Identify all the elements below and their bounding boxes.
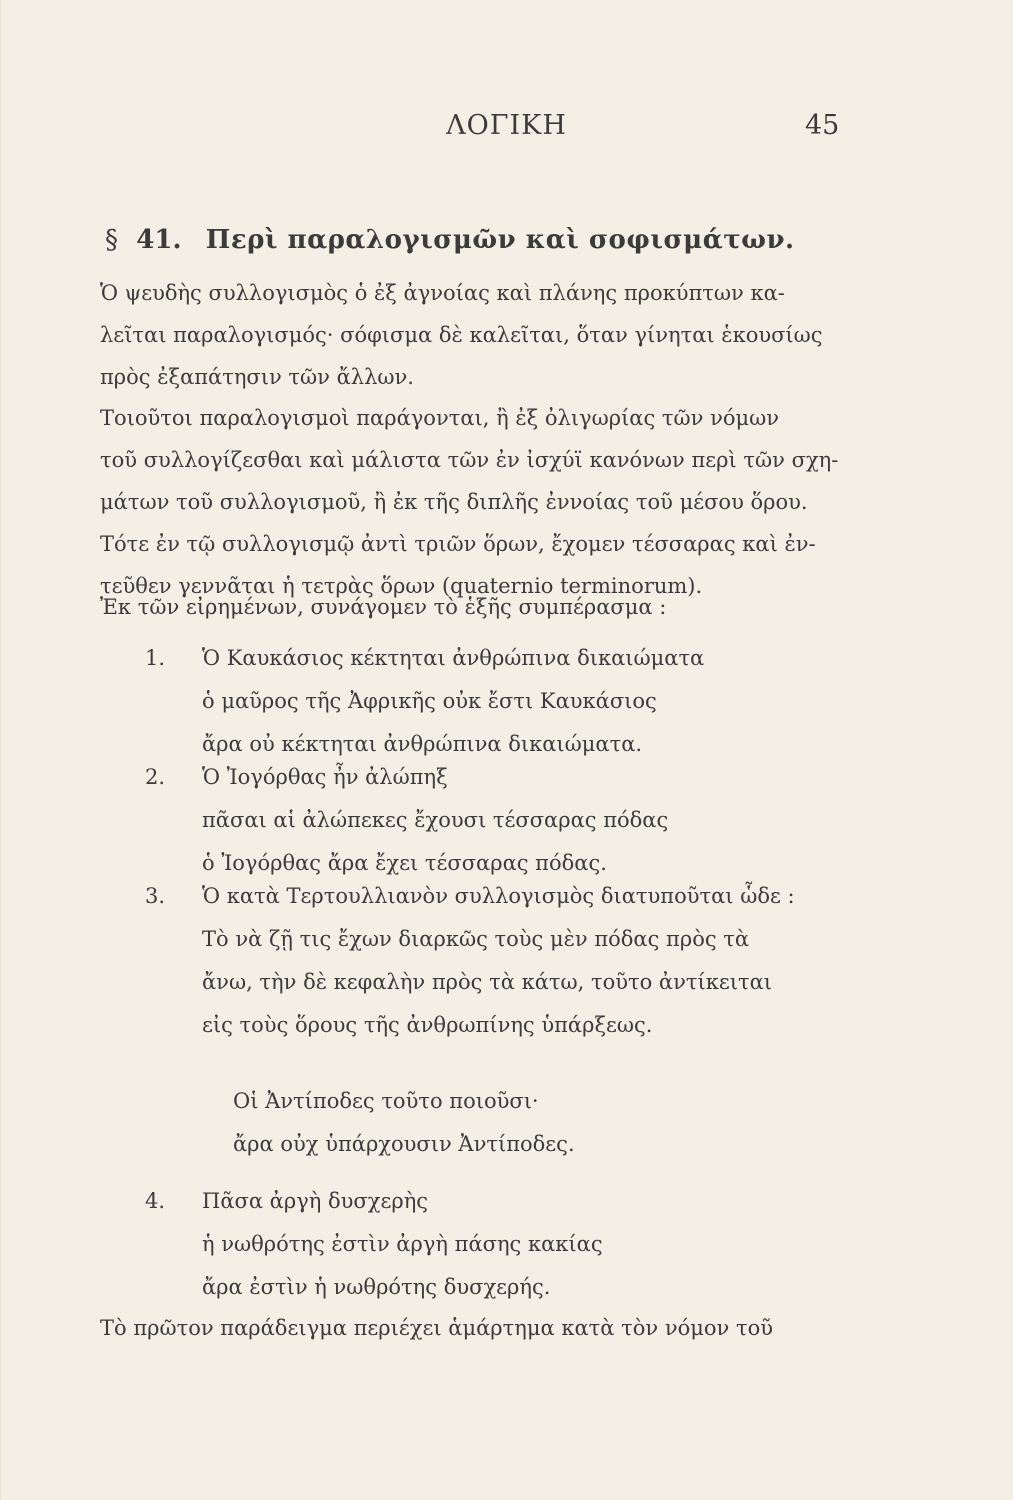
text-line: Ἐκ τῶν εἰρημένων, συνάγομεν τὸ ἑξῆς συμπέρασμα :: [100, 595, 667, 619]
premise-major: Ὁ Καυκάσιος κέκτηται ἀνθρώπινα δικαιώματα: [202, 646, 705, 670]
example-number: 2.: [145, 765, 166, 789]
example-number: 3.: [145, 884, 166, 908]
closing-line: Τὸ πρῶτον παράδειγμα περιέχει ἁμάρτημα κατὰ τὸν νόμον τοῦ: [100, 1316, 773, 1340]
page-number: 45: [805, 110, 840, 141]
text-line: Τὸ νὰ ζῇ τις ἔχων διαρκῶς τοὺς μὲν πόδας πρὸς τὰ: [202, 927, 750, 951]
premise-minor: Οἱ Ἀντίποδες τοῦτο ποιοῦσι·: [233, 1089, 539, 1113]
text-line: Τότε ἐν τῷ συλλογισμῷ ἀντὶ τριῶν ὅρων, ἔχομεν τέσσαρας καὶ ἐν-: [100, 532, 816, 556]
premise-major: Ὁ Ἰογόρθας ἦν ἀλώπηξ: [202, 765, 448, 789]
text-line: μάτων τοῦ συλλογισμοῦ, ἢ ἐκ τῆς διπλῆς ἐννοίας τοῦ μέσου ὅρου.: [100, 490, 808, 514]
page-edge: [0, 0, 1, 1500]
text-line: εἰς τοὺς ὅρους τῆς ἀνθρωπίνης ὑπάρξεως.: [202, 1013, 653, 1037]
text-line: τεῦθεν γεννᾶται ἡ τετρὰς ὅρων (quaternio terminorum).: [100, 574, 703, 598]
premise-minor: ὁ μαῦρος τῆς Ἀφρικῆς οὐκ ἔστι Καυκάσιος: [202, 689, 657, 713]
text-line: Τοιοῦτοι παραλογισμοὶ παράγονται, ἢ ἐξ ὀλιγωρίας τῶν νόμων: [100, 406, 780, 430]
premise-minor: ἡ νωθρότης ἐστὶν ἀργὴ πάσης κακίας: [202, 1232, 603, 1256]
section-symbol: §: [105, 225, 118, 255]
paragraph-definition: [100, 272, 860, 398]
premise-minor: πᾶσαι αἱ ἀλώπεκες ἔχουσι τέσσαρας πόδας: [202, 808, 669, 832]
section-title: Περὶ παραλογισμῶν καὶ σοφισμάτων.: [205, 225, 795, 255]
text-line: λεῖται παραλογισμός· σόφισμα δὲ καλεῖται, ὅταν γίνηται ἑκουσίως: [100, 323, 823, 347]
conclusion: ἄρα ἐστὶν ἡ νωθρότης δυσχερής.: [202, 1275, 551, 1299]
conclusion: ἄρα οὐχ ὑπάρχουσιν Ἀντίποδες.: [233, 1132, 575, 1156]
conclusion: ὁ Ἰογόρθας ἄρα ἔχει τέσσαρας πόδας.: [202, 851, 607, 875]
text-line: ἄνω, τὴν δὲ κεφαλὴν πρὸς τὰ κάτω, τοῦτο ἀντίκειται: [202, 970, 773, 994]
section-heading: [105, 225, 795, 255]
premise-major: Πᾶσα ἀργὴ δυσχερὴς: [202, 1189, 429, 1213]
paragraph-causes: [100, 397, 860, 607]
example-3-conclusion: [233, 1080, 575, 1166]
section-number: 41.: [136, 225, 182, 255]
conclusion: ἄρα οὐ κέκτηται ἀνθρώπινα δικαιώματα.: [202, 732, 643, 756]
text-line: πρὸς ἐξαπάτησιν τῶν ἄλλων.: [100, 365, 414, 389]
paragraph-conclusion-intro: [100, 586, 860, 628]
example-number: 1.: [145, 646, 166, 670]
text-line: Ὁ ψευδὴς συλλογισμὸς ὁ ἐξ ἀγνοίας καὶ πλάνης προκύπτων κα-: [100, 281, 785, 305]
text-line: τοῦ συλλογίζεσθαι καὶ μάλιστα τῶν ἐν ἰσχύϊ κανόνων περὶ τῶν σχη-: [100, 448, 839, 472]
example-number: 4.: [145, 1189, 166, 1213]
running-header: ΛΟΓΙΚΗ: [446, 110, 567, 141]
text-line: Ὁ κατὰ Τερτουλλιανὸν συλλογισμὸς διατυποῦται ὧδε :: [202, 884, 795, 908]
